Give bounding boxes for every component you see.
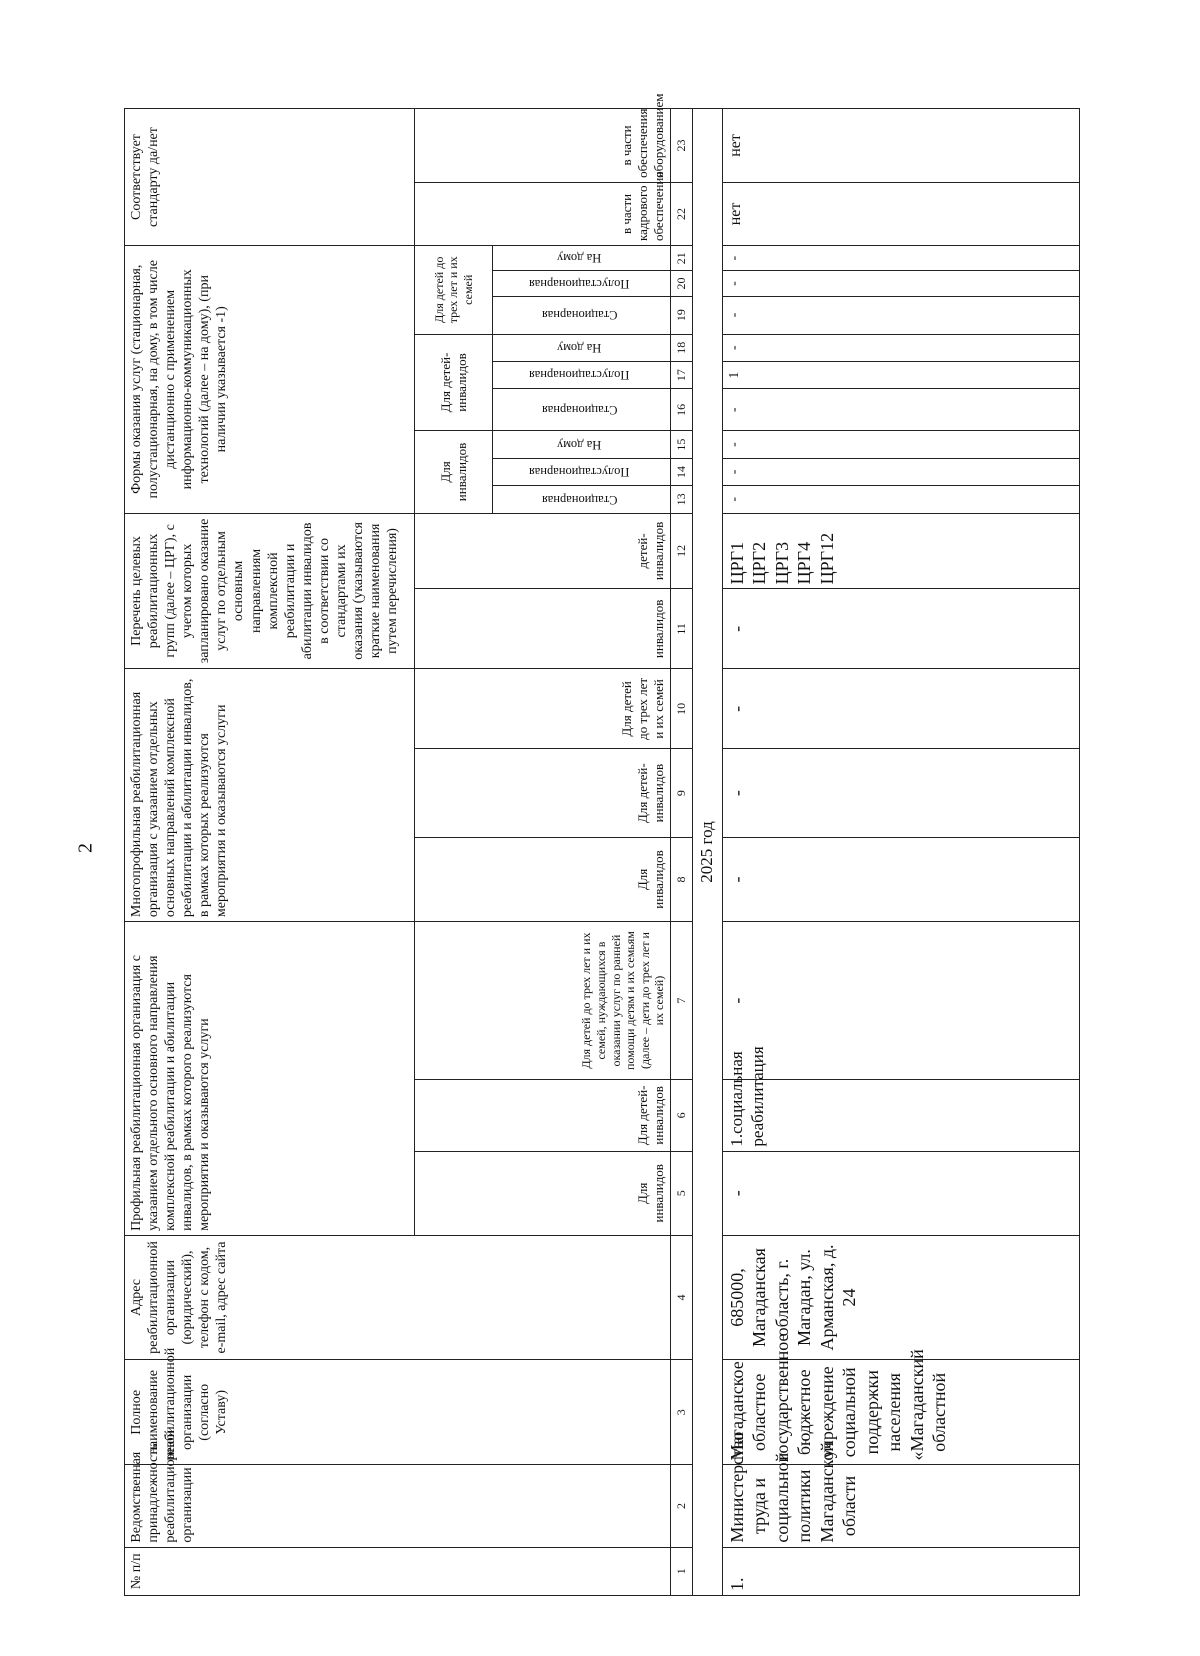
subheader-col6: Для детей-инвалидов	[415, 1080, 671, 1152]
column-number: 12	[671, 513, 693, 589]
row1-multi-children-under-three: -	[722, 669, 1079, 749]
column-number: 20	[671, 271, 693, 296]
row1-number: 1.	[722, 1547, 1079, 1595]
column-number: 11	[671, 589, 693, 669]
registry-table-sheet	[124, 93, 1080, 1596]
column-number: 22	[671, 182, 693, 245]
column-number: 10	[671, 669, 693, 749]
header-service-forms: Формы оказания услуг (стационарная, полустационарная, на дому, в том числе дистанционно с применением информационно-коммуникационных технологий (далее – на дому), (при наличии указывается -1)	[125, 246, 415, 513]
header-target-groups: Перечень целевых реабилитационных групп (далее – ЦРГ), с учетом которых запланировано оказание услуг по отдельным основным направлениям комплексной реабилитации и абилитации инвалидов в соответствии со стандартами их оказания (указываются краткие наименования путем перечисления)	[125, 513, 415, 669]
form-stationary-col16: Стационарная	[493, 389, 671, 431]
subheader-col12: детей-инвалидов	[415, 513, 671, 589]
group-for-children-under-three: Для детей до трех лет и их семей	[415, 246, 493, 334]
column-number: 18	[671, 334, 693, 361]
page-number: 2	[74, 843, 97, 853]
column-number: 2	[671, 1465, 693, 1547]
row1-multi-disabled-children: -	[722, 749, 1079, 837]
row1-full-name: Магаданское областное государственное бюджетное учреждение социальной поддержки населения «Магаданский областной	[722, 1360, 1079, 1465]
form-home-col21: На дому	[493, 246, 671, 271]
row1-department: Министерство труда и социальной политики Магаданской области	[722, 1465, 1079, 1547]
column-number: 9	[671, 749, 693, 837]
row1-form-16: -	[722, 389, 1079, 431]
row1-form-20: -	[722, 271, 1079, 296]
column-number: 7	[671, 922, 693, 1080]
row1-form-13: -	[722, 486, 1079, 513]
row1-form-18: -	[722, 334, 1079, 361]
group-for-disabled-children: Для детей-инвалидов	[415, 334, 493, 431]
row1-form-21: -	[722, 246, 1079, 271]
column-number: 16	[671, 389, 693, 431]
row1-form-19: -	[722, 296, 1079, 334]
form-home-col15: На дому	[493, 431, 671, 458]
header-number: № п/п	[125, 1547, 671, 1595]
row1-profile-disabled: -	[722, 1151, 1079, 1235]
column-number: 13	[671, 486, 693, 513]
form-stationary-col19: Стационарная	[493, 296, 671, 334]
column-number: 17	[671, 361, 693, 388]
header-full-name: Полное наименование реабилитационной организации (согласно Уставу)	[125, 1360, 671, 1465]
column-number: 1	[671, 1547, 693, 1595]
subheader-col7: Для детей до трех лет и их семей, нуждающихся в оказании услуг по ранней помощи детям и их семьям (далее – дети до трех лет и их семей)	[415, 922, 671, 1080]
header-address: Адрес реабилитационной организации (юридический), телефон с кодом, e-mail, адрес сайта	[125, 1235, 671, 1359]
form-home-col18: На дому	[493, 334, 671, 361]
subheader-col9: Для детей-инвалидов	[415, 749, 671, 837]
header-profile-org: Профильная реабилитационная организация с указанием отдельного основного направления комплексной реабилитации и абилитации инвалидов, в рамках которого реализуются мероприятия и оказываются услуги	[125, 922, 415, 1236]
row1-form-15: -	[722, 431, 1079, 458]
subheader-col23: в части обеспечения оборудованием	[415, 109, 671, 183]
column-number: 3	[671, 1360, 693, 1465]
column-number: 5	[671, 1151, 693, 1235]
row1-multi-disabled: -	[722, 837, 1079, 921]
row1-form-17: 1	[722, 361, 1079, 388]
subheader-col8: Для инвалидов	[415, 837, 671, 921]
subheader-col5: Для инвалидов	[415, 1151, 671, 1235]
row1-form-14: -	[722, 458, 1079, 485]
group-for-disabled: Для инвалидов	[415, 431, 493, 513]
column-number: 19	[671, 296, 693, 334]
year-label: 2025 год	[693, 109, 723, 1596]
header-department: Ведомственная принадлежность реабилитационной организации	[125, 1465, 671, 1547]
column-number: 21	[671, 246, 693, 271]
subheader-col10: Для детей до трех лет и их семей	[415, 669, 671, 749]
column-number: 6	[671, 1080, 693, 1152]
row1-target-groups-disabled: -	[722, 589, 1079, 669]
header-multiprofile-org: Многопрофильная реабилитационная организация с указанием отдельных основных направлений комплексной реабилитации и абилитации инвалидов, в рамках которых реализуются мероприятия и оказываются услуги	[125, 669, 415, 922]
row1-profile-disabled-children: 1.социальная реабилитация	[722, 1080, 1079, 1152]
form-semistationary-col14: Полустационарная	[493, 458, 671, 485]
header-standard-compliance: Соответствует стандарту да/нет	[125, 109, 415, 246]
row1-target-groups-disabled-children: ЦРГ1 ЦРГ2 ЦРГ3 ЦРГ4 ЦРГ12	[722, 513, 1079, 589]
column-number: 4	[671, 1235, 693, 1359]
row1-staff-compliance: нет	[722, 182, 1079, 245]
subheader-col22: в части кадрового обеспечения	[415, 182, 671, 245]
form-semistationary-col20: Полустационарная	[493, 271, 671, 296]
column-number: 15	[671, 431, 693, 458]
row1-profile-children-under-three: -	[722, 922, 1079, 1080]
row1-equipment-compliance: нет	[722, 109, 1079, 183]
column-number: 14	[671, 458, 693, 485]
form-stationary-col13: Стационарная	[493, 486, 671, 513]
column-number: 8	[671, 837, 693, 921]
registry-table	[124, 93, 1080, 1596]
column-number: 23	[671, 109, 693, 183]
row1-address: 685000, Магаданская область, г. Магадан, ул. Арманская, д. 24	[722, 1235, 1079, 1359]
subheader-col11: инвалидов	[415, 589, 671, 669]
form-semistationary-col17: Полустационарная	[493, 361, 671, 388]
